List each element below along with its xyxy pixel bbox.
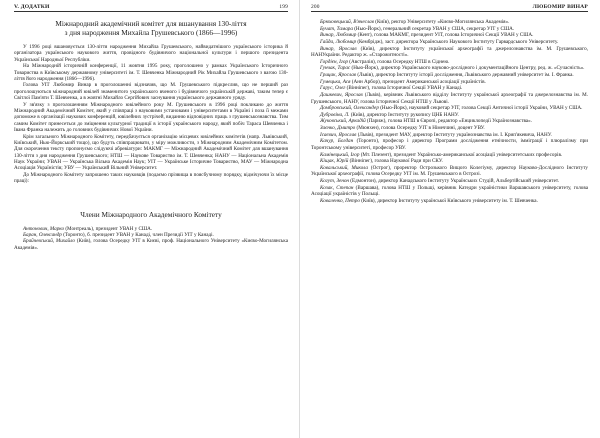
member-entry <box>311 165 588 178</box>
member-details: (Мюнхен), голова Осередку УІТ в Німеччині, доцент УВУ. <box>356 125 485 131</box>
member-details: (Нью-Йорк), генеральний секретар УВАН у США, секретар УІТ у США. <box>354 25 515 32</box>
member-entry <box>311 178 588 185</box>
member-name: Кіщак, Юрій <box>320 158 349 165</box>
member-details: (Київ), директор Інституту української Київського університету ім. Т. Шевченка. <box>361 197 538 204</box>
left-running-head <box>14 4 288 12</box>
member-name: Дубровіна, Л. <box>320 111 350 118</box>
member-name: Гайда, Любомир <box>320 38 357 45</box>
left-page <box>0 0 297 438</box>
right-page <box>303 0 600 438</box>
member-entry <box>311 198 588 205</box>
member-details: (Мт. Плезент), президент Українсько-американської асоціації університетських професорів. <box>360 151 563 158</box>
right-page-number: 200 <box>311 4 320 10</box>
member-details: (Київ), ректор Університету «Києво-Могилянська Академія». <box>375 19 510 25</box>
member-details: (Варшава), голова НТШ у Польщі, керівник Катедри україністики Варшавського університету, голова Асоціації україністів у Польщі. <box>311 184 588 198</box>
member-name: Дашкевич, Ярослав <box>320 91 363 98</box>
member-name: Козак, Степан <box>320 184 354 191</box>
member-name: Когут, Зенон <box>320 178 349 184</box>
member-entry <box>311 185 588 198</box>
member-name: Гарус, Олег <box>320 85 346 92</box>
member-details: (Вінніпег), голова Наукової Ради при СКУ. <box>349 158 443 165</box>
article-title <box>14 19 288 37</box>
member-details: (Торонто), професор і директор Програми дослідження етнічности, імміграції і плюралізму при Торонтському університеті, професор УВУ. <box>311 138 588 151</box>
body-paragraph-5: Крім загального Міжнародного Комітету, передбачується організацію місцевих ювілейних комітетів (напр. Львівський, Київський, Нью-Йоркський тощо), що будуть співпрацювати, у міру можливости, з Міжнародним Академічним Комітетом. Для скорочення тексту пропонуємо слідуючі абревіатури: МАКМГ — Міжнародний Академічний Комітет для вшанування 130-ліття з дня народження Грушевського; НТШ — Наукове Товариство ім. Т. Шевченка; НАНУ — Національна Академія Наук України; УВАН — Українська Вільна Академія Наук; УІТ — Українське Історичне Товариство, МАУ — Міжнародна Асоціація Україністів; УВУ — Український Вільний Університет. <box>14 133 288 172</box>
member-name: Ковальський, Микола <box>320 164 368 171</box>
member-details: (Монтреаль), президент УВАН у США. <box>65 225 153 232</box>
member-entry <box>311 125 588 132</box>
body-paragraph-6: До Міжнародного Комітету запрошено таких науковців (подаємо прізвища в поясбучному порядку, відмічуючи їх місце праці): <box>14 171 288 185</box>
member-name: Ісаєвич, Ярослав <box>320 131 357 138</box>
right-running-head-title: ЛЮБОМИР ВИНАР <box>532 4 588 10</box>
member-name: Коваленко, Петро <box>320 197 360 204</box>
member-entry <box>311 92 588 105</box>
member-name: Гордієн, Ігор <box>320 58 348 65</box>
member-details: (Львів), директор Інституту історії дослідження, Львівського державний університет ім. І. Франка. <box>357 72 574 78</box>
member-entry <box>311 158 588 165</box>
member-details: (Нью-Йорк), науковий секретар УІТ, голова Секції Античної історії України, УВАН у США. <box>380 105 583 112</box>
article-title-line-2: з дня народження Михайла Грушевського (1866—1996) <box>64 28 238 37</box>
left-page-number: 199 <box>279 4 288 10</box>
member-details: (Торонто), б. президент УВАН у Канаді, член Президії УІТ у Канаді. <box>63 231 214 238</box>
member-name: Брюховецький, В'ячеслав <box>320 19 374 25</box>
member-name: Жуковський, Аркадій <box>320 118 366 125</box>
member-entry <box>311 138 588 151</box>
member-name: Винар, Любомир <box>320 32 357 39</box>
member-details: (Кент), голова МАКМГ, президент УІТ, голова Історичної Секції УВАН у США. <box>357 32 534 39</box>
member-name: Баран, Олександр <box>23 231 62 238</box>
left-running-head-title: V. ДОДАТКИ <box>14 4 50 10</box>
member-name: Камінецький, Ігор <box>320 151 360 158</box>
member-details: (Острог), проректор Острозького Вищого Колегіуму, директор Науково-Дослідного Інституту Української археографії, голова Осередку УІТ ім. М. Грушевського в Острозі. <box>311 164 588 178</box>
member-entry <box>311 72 588 79</box>
article-title-line-1: Міжнародний академічний комітет для вшанування 130-ліття <box>55 19 247 28</box>
member-details: (Австралія), голова Осередку НТШ в Сіднею. <box>349 58 450 65</box>
body-paragraph-3: Голова УІТ Любомир Винар в проголошенні відзначив, що М. Грушевського підкреслив, що не перший раз проголошуються міжнародний ювілей знаменитого українського вченого і будівничого українській державі, таким тепер є Світлої Пам'яти Т. Шевченка, а в жовтні Михайло Сергійович заснування українського державного уряду. <box>14 82 288 102</box>
member-details: (Львів), президент МАУ, директор Інституту українознавства ім. І. Крип'якевича, НАНУ. <box>357 131 552 138</box>
member-details: (Едмонтон), директор Канадського Інституту Українських Студій, Альбертійський університет. <box>350 178 560 184</box>
member-name: Домбровський, Олександер <box>320 105 379 112</box>
member-details: (Київ), директор Інституту рукопису ЦНБ НАНУ. <box>350 111 459 118</box>
member-name: Грицак, Ярослав <box>320 72 357 78</box>
member-name: Антонович, Марко <box>23 225 65 232</box>
member-name: Гунчак, Тарас <box>320 65 351 72</box>
member-name: Качур, Богдан <box>320 138 354 145</box>
body-paragraph-4: У зв'язку з проголошенням Міжнародного ювілейного року М. Грушевського в 1996 році покликано до життя Міжнародний Академічний Комітет, який у співпраці з науковими установами і університетами в Україні і поза її межами допоможе в організації наукових конференцій, ювілейних зустрічей, виданню відповідних праць з грушевськознавства. Тим самим Комітет принесеться до зміцнення культурної традиції в історії українського народу, який побіч Тараса Шевченка і Івана Франка належить до головних будівничих Нової України. <box>14 101 288 134</box>
member-entry <box>311 39 588 46</box>
member-details: (Київ), голова Осередку УІТ в Києві, проф. Національного Університету «Києво-Могилянська Академія». <box>14 238 288 251</box>
member-details: (Вінніпег), голова Історичної Секції УВАН у Канаді. <box>346 85 463 92</box>
member-name: Брайчевський, Михайло <box>23 238 75 245</box>
member-name: Гумецька, Ася <box>320 78 351 85</box>
page-gutter <box>299 0 300 438</box>
body-paragraph-2: На Міжнародній історичній конференції, 11 жовтня 1995 року, проголошено у рамках Українського Історичного Товариства в Київському державному університеті ім. Т. Шевченка Міжнародний Рік Михайла Грушевського з вагою 130-ліття його народження (1866—1996). <box>14 63 288 82</box>
member-details: (Нью-Йорк), директор Українського науково-дослідного і документаційного Центру, ред. ж. «Сучасність». <box>351 65 585 72</box>
member-entry <box>311 46 588 59</box>
body-paragraph-1: У 1996 році вшановується 130-ліття народження Михайла Грушевського, найвидатнішого українського історика й організатора українського наукового життя, провідного будівничого національної культури і першого президента Української Народньої Республіки. <box>14 44 288 63</box>
member-name: Бучат, Тамара <box>320 25 353 32</box>
member-name: Заєнко, Дмитро <box>320 125 356 131</box>
member-entry <box>311 105 588 112</box>
member-entry <box>311 19 588 26</box>
member-details: (Львів), керівник Львівського відділу Інституту української археографії та джерелознавства ім. М. Грушевського, НАНУ, голова Історичної Секції НТШ у Львові. <box>311 91 588 105</box>
member-details: (Кембрідж), заст. директора Українського Наукового Інституту Гарвардського Університету. <box>357 38 559 45</box>
member-details: (Анн Арбор), президент Американської асоціації україністів. <box>351 78 486 85</box>
member-details: (Київ), директор Інституту української археографії та джерелознавства ім. М. Грушевського, НАНУкраїни. Редактор ж. «Старожитності». <box>311 45 588 59</box>
member-entry <box>311 65 588 72</box>
member-entry <box>311 85 588 92</box>
member-name: Винар, Ярослав <box>320 45 357 52</box>
member-details: (Париж), голова НТШ в Європі, редактор «Енциклопедії Українознавства». <box>366 118 532 125</box>
members-section-title: Члени Міжнародного Академічного Комітету <box>80 209 222 219</box>
member-entry <box>14 238 288 251</box>
member-entry <box>311 32 588 39</box>
right-running-head <box>311 4 588 12</box>
member-entry <box>311 118 588 125</box>
